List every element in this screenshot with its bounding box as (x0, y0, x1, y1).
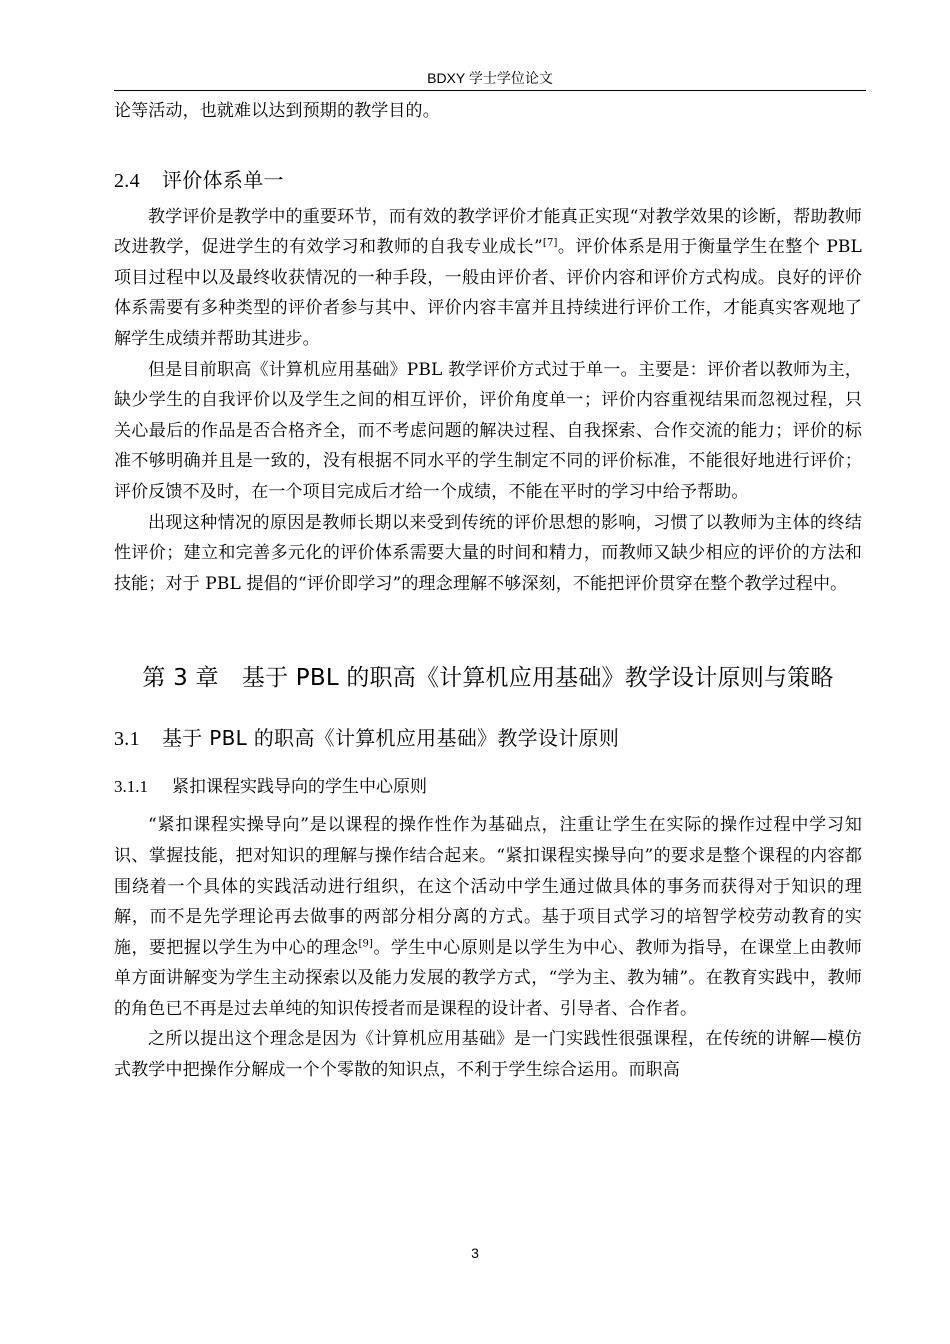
paragraph-rationale: 之所以提出这个理念是因为《计算机应用基础》是一门实践性很强课程，在传统的讲解—模仿式教学中把操作分解成一个个零散的知识点，不利于学生综合运用。而职高 (114, 1029, 862, 1081)
paragraph-text: 。学生中心原则是以学生为中心、教师为指导，在课堂上由教师单方面讲解变为学生主动探索以及能力发展的教学方式，“学为主、教为辅”。在教育实践中，教师的角色已不再是过去单纯的知识传授者而是课程的设计者、引导者、合作者。 (114, 937, 863, 1019)
paragraph-evaluation-cause: 出现这种情况的原因是教师长期以来受到传统的评价思想的影响，习惯了以教师为主体的终结性评价；建立和完善多元化的评价体系需要大量的时间和精力，而教师又缺少相应的评价的方法和技能；对于 PBL 提倡的“评价即学习”的理念理解不够深刻，不能把评价贯穿在整个教学过程中。 (114, 512, 862, 594)
section-title: 基于 PBL 的职高《计算机应用基础》教学设计原则 (162, 726, 620, 751)
paragraph-evaluation-problem: 但是目前职高《计算机应用基础》PBL 教学评价方式过于单一。主要是：评价者以教师为主，缺少学生的自我评价以及学生之间的相互评价，评价角度单一；评价内容重视结果而忽视过程，只关心最后的作品是否合格齐全，而不考虑问题的解决过程、自我探索、合作交流的能力；评价的标准不够明确并且是一致的，没有根据不同水平的学生制定不同的评价标准，不能很好地进行评价；评价反馈不及时，在一个项目完成后才给一个成绩，不能在平时的学习中给予帮助。 (114, 359, 862, 502)
paragraph-evaluation-intro (114, 202, 862, 355)
page-number: 3 (471, 1245, 479, 1261)
paragraph-text: 。评价体系是用于衡量学生在整个 PBL 项目过程中以及最终收获情况的一种手段，一般由评价者、评价内容和评价方式构成。良好的评价体系需要有多种类型的评价者参与其中、评价内容丰富并且持续进行评价工作，才能真实客观地了解学生成绩并帮助其进步。 (114, 237, 862, 349)
section-2-4-heading (114, 165, 862, 196)
paragraph-student-centered (114, 810, 862, 1024)
paragraph-text: 教学评价是教学中的重要环节，而有效的教学评价才能真正实现“对教学效果的诊断，帮助教师改进教学，促进学生的有效学习和教师的自我专业成长” (114, 206, 862, 258)
subsection-3-1-1-heading (114, 772, 862, 802)
section-title: 评价体系单一 (162, 167, 284, 192)
page-content (114, 96, 862, 1086)
running-header: BDXY 学士学位论文 (114, 66, 866, 91)
subsection-title: 紧扣课程实践导向的学生中心原则 (172, 777, 427, 798)
section-number: 3.1 (114, 728, 140, 751)
section-number: 2.4 (114, 169, 140, 192)
subsection-number: 3.1.1 (114, 777, 148, 797)
citation-9: [9] (358, 938, 374, 950)
paragraph-text: “紧扣课程实操导向”是以课程的操作性作为基础点，注重让学生在实际的操作过程中学习知识、掌握技能，把对知识的理解与操作结合起来。“紧扣课程实操导向”的要求是整个课程的内容都围绕着一个具体的实践活动进行组织，在这个活动中学生通过做具体的事务而获得对于知识的理解，而不是先学理论再去做事的两部分相分离的方式。基于项目式学习的培智学校劳动教育的实施，要把握以学生为中心的理念 (114, 815, 862, 958)
section-3-1-heading (114, 723, 862, 754)
continued-paragraph: 论等活动，也就难以达到预期的教学目的。 (114, 101, 440, 121)
citation-7: [7] (542, 237, 558, 249)
chapter-3-heading: 第 3 章 基于 PBL 的职高《计算机应用基础》教学设计原则与策略 (142, 665, 834, 692)
